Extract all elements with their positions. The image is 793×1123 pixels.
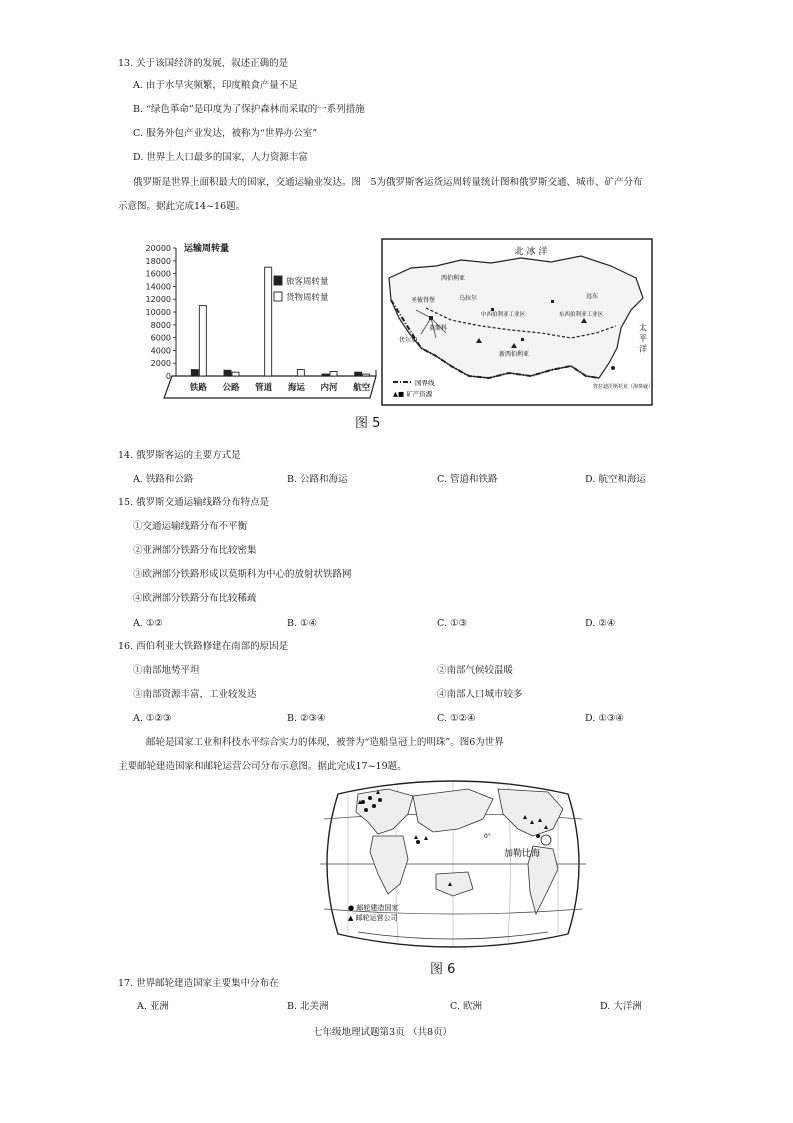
y-tick-label: 8000 [150, 320, 171, 330]
q16-option-d: D. ①③④ [585, 713, 624, 724]
y-tick-label: 0 [165, 372, 171, 381]
q17-option-d: D. 大洋洲 [600, 1001, 642, 1012]
region-label: 圣彼得堡 [411, 297, 436, 304]
caribbean-label: 加勒比海 [504, 849, 541, 859]
q16-option-a: A. ①②③ [133, 713, 172, 724]
q16-item: ②南部气候较温暖 [437, 665, 514, 676]
region-label: 新西伯利亚 [499, 351, 530, 358]
bar-freight [297, 370, 304, 376]
y-tick-label: 2000 [150, 359, 171, 369]
legend-swatch [274, 292, 282, 301]
q17-stem: 17. 世界邮轮建造国家主要集中分布在 [118, 978, 279, 989]
region-label: 伏尔加 [399, 337, 418, 344]
port-label: 符拉迪沃斯托克（海参崴） [593, 384, 653, 390]
bar-freight [232, 372, 239, 376]
y-tick-label: 16000 [145, 269, 171, 279]
footer-total-pages: （共8页） [408, 1027, 453, 1038]
y-tick-label: 4000 [150, 346, 171, 356]
region-label: 东西伯利亚工业区 [559, 312, 604, 318]
bar-freight [199, 306, 206, 376]
intro-russia-line1: 俄罗斯是世界上面积最大的国家，交通运输业发达。图 5为俄罗斯客运货运周转量统计图和俄罗斯交通、城市、矿产分布 [133, 177, 643, 188]
figure6-world-map [318, 774, 588, 954]
q15-option-b: B. ①④ [287, 618, 318, 629]
equator-label: 0° [484, 833, 491, 840]
region-label: 乌拉尔 [459, 295, 478, 302]
q16-option-b: B. ②③④ [287, 713, 326, 724]
intro-cruise-line2: 主要邮轮建造国家和邮轮运营公司分布示意图。据此完成17~19题。 [118, 761, 407, 772]
x-category-label: 铁路 [189, 383, 207, 393]
q13-option-d: D. 世界上人口最多的国家，人力资源丰富 [133, 152, 308, 163]
legend-operator-label: ▲ 邮轮运营公司 [348, 914, 398, 922]
region-label: 远东 [586, 293, 599, 300]
y-tick-label: 10000 [145, 308, 171, 317]
bar-freight [330, 372, 337, 376]
q15-item: ④欧洲部分铁路分布比较稀疏 [133, 593, 257, 604]
y-tick-label: 6000 [150, 333, 171, 343]
builder-marker [378, 798, 382, 802]
q15-item: ②亚洲部分铁路分布比较密集 [133, 545, 257, 556]
legend-swatch [274, 276, 282, 285]
port-marker [611, 366, 615, 370]
legend-label: 货物周转量 [286, 293, 329, 303]
q15-option-c: C. ①③ [437, 618, 468, 629]
bar-passenger [224, 370, 231, 376]
footer-page-label: 七年级地理试题第3页 [313, 1027, 405, 1038]
builder-marker [368, 796, 372, 800]
q15-stem: 15. 俄罗斯交通运输线路分布特点是 [118, 497, 270, 508]
moscow-marker [429, 316, 433, 320]
legend-label: 旅客周转量 [286, 277, 329, 287]
builder-marker [372, 804, 376, 808]
q17-option-b: B. 北美洲 [287, 1001, 329, 1012]
y-tick-label: 20000 [145, 244, 171, 253]
figure5-russia-map [381, 238, 653, 406]
region-label: 西伯利亚 [441, 275, 466, 282]
builder-marker [536, 834, 540, 838]
q14-stem: 14. 俄罗斯客运的主要方式是 [118, 450, 241, 461]
q15-option-d: D. ②④ [585, 618, 616, 629]
legend-mineral-label: ▲■ 矿产资源 [393, 390, 433, 398]
bar-passenger [322, 374, 329, 376]
x-category-label: 内河 [320, 383, 338, 393]
mineral-square [521, 338, 524, 341]
y-tick-label: 12000 [145, 295, 171, 305]
q15-item: ③欧洲部分铁路形成以莫斯科为中心的放射状铁路网 [133, 569, 352, 580]
region-label: 莫斯科 [429, 325, 448, 332]
q14-option-c: C. 管道和铁路 [437, 474, 498, 485]
intro-russia-line2: 示意图。据此完成14~16题。 [118, 201, 246, 212]
mineral-square [491, 308, 494, 311]
builder-marker [364, 808, 368, 812]
legend-border-label: 国界线 [415, 379, 435, 387]
q16-item: ①南部地势平坦 [133, 665, 200, 676]
q16-option-c: C. ①②④ [437, 713, 476, 724]
figure5-bar-chart [140, 238, 380, 406]
q16-stem: 16. 西伯利亚大铁路修建在南部的原因是 [118, 641, 289, 652]
q15-option-a: A. ①② [133, 618, 163, 629]
x-category-label: 航空 [353, 383, 371, 393]
bar-freight [363, 374, 370, 376]
intro-cruise-line1: 邮轮是国家工业和科技水平综合实力的体现，被誉为“造船皇冠上的明珠”。图6为世界 [146, 737, 504, 748]
q13-option-a: A. 由于水旱灾频繁，印度粮食产量不足 [133, 80, 298, 91]
q16-item: ③南部资源丰富，工业较发达 [133, 689, 257, 700]
y-tick-label: 18000 [145, 256, 171, 266]
q14-option-a: A. 铁路和公路 [133, 474, 194, 485]
x-category-label: 管道 [255, 383, 273, 393]
x-category-label: 公路 [222, 383, 240, 393]
arctic-ocean-label: 北 冰 洋 [514, 247, 548, 257]
mineral-square [551, 300, 554, 303]
bar-passenger [355, 372, 362, 376]
figure5-caption: 图 5 [355, 416, 381, 431]
legend-builder-label: ● 邮轮建造国家 [348, 904, 399, 912]
q16-item: ④南部人口城市较多 [437, 689, 523, 700]
bar-freight [265, 267, 272, 376]
q13-option-b: B. “绿色革命”是印度为了保护森林而采取的一系列措施 [133, 104, 365, 115]
y-tick-label: 14000 [145, 282, 171, 292]
q17-option-c: C. 欧洲 [450, 1001, 482, 1012]
x-category-label: 海运 [287, 383, 305, 393]
q14-option-b: B. 公路和海运 [287, 474, 348, 485]
figure6-caption: 图 6 [430, 962, 456, 977]
q17-option-a: A. 亚洲 [137, 1001, 169, 1012]
q14-option-d: D. 航空和海运 [585, 474, 646, 485]
q13-option-c: C. 服务外包产业发达，被称为“世界办公室” [133, 128, 318, 139]
bar-passenger [191, 370, 198, 376]
chart-title: 运输周转量 [184, 244, 230, 254]
pacific-label: 太 平 洋 [638, 323, 648, 353]
q13-stem: 13. 关于该国经济的发展，叙述正确的是 [118, 58, 289, 69]
builder-marker [416, 840, 420, 844]
region-label: 中西伯利亚工业区 [481, 312, 526, 318]
q15-item: ①交通运输线路分布不平衡 [133, 521, 248, 532]
